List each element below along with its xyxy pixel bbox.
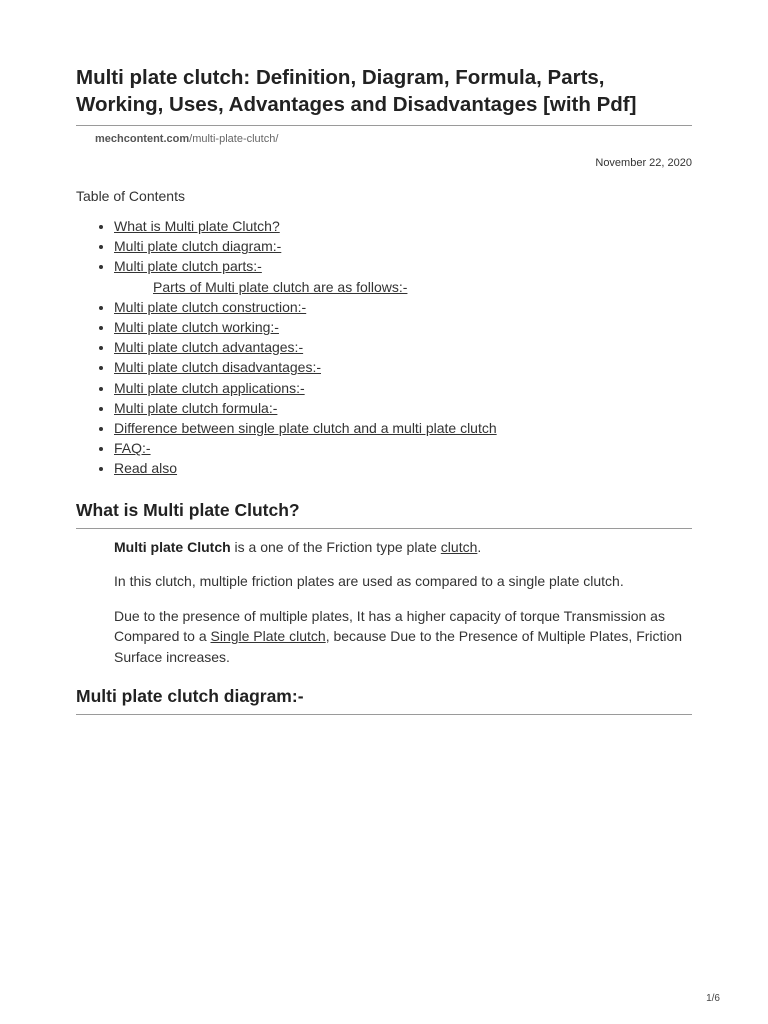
source-domain: mechcontent.com xyxy=(95,133,190,145)
toc-link-formula[interactable]: Multi plate clutch formula:- xyxy=(114,399,278,416)
toc-item xyxy=(114,357,692,377)
definition-end: . xyxy=(477,538,482,555)
section-heading-what-is: What is Multi plate Clutch? xyxy=(76,499,300,520)
toc-link-parts[interactable]: Multi plate clutch parts:- xyxy=(114,258,262,275)
page-title: Multi plate clutch: Definition, Diagram, Formula, Parts, Working, Uses, Advantages and Disadvantages [with Pdf] xyxy=(76,66,637,116)
toc-link-faq[interactable]: FAQ:- xyxy=(114,440,151,457)
toc-item xyxy=(114,216,692,236)
toc-item xyxy=(114,398,692,418)
toc-link-working[interactable]: Multi plate clutch working:- xyxy=(114,319,279,336)
capacity-paragraph xyxy=(114,606,692,668)
toc-link-what-is[interactable]: What is Multi plate Clutch? xyxy=(114,218,280,234)
definition-paragraph xyxy=(114,537,692,558)
source-path: /multi-plate-clutch/ xyxy=(189,133,279,145)
section-divider xyxy=(76,714,692,715)
capacity-text-end: , because Due to the Presence of Multiple Plates, Friction Surface increases. xyxy=(114,628,683,665)
table-of-contents xyxy=(76,216,692,479)
plates-paragraph: In this clutch, multiple friction plates are used as compared to a single plate clutch. xyxy=(114,573,624,590)
toc-item xyxy=(114,458,692,478)
toc-item xyxy=(114,337,692,357)
publish-date: November 22, 2020 xyxy=(595,157,692,169)
single-plate-clutch-link[interactable]: Single Plate clutch xyxy=(210,628,326,645)
toc-link-applications[interactable]: Multi plate clutch applications:- xyxy=(114,379,305,396)
source-url xyxy=(95,132,692,146)
toc-link-advantages[interactable]: Multi plate clutch advantages:- xyxy=(114,339,304,356)
capacity-text: Due to the presence of multiple plates, It has a higher capacity of torque Transmission as Compared to a xyxy=(114,607,665,645)
toc-link-difference[interactable]: Difference between single plate clutch and a multi plate clutch xyxy=(114,420,497,437)
term-bold: Multi plate Clutch xyxy=(114,538,231,555)
toc-link-diagram[interactable]: Multi plate clutch diagram:- xyxy=(114,238,282,255)
document-page xyxy=(76,64,692,715)
toc-item xyxy=(114,438,692,458)
section-divider xyxy=(76,528,692,529)
section-heading-diagram: Multi plate clutch diagram:- xyxy=(76,686,304,707)
toc-link-read-also[interactable]: Read also xyxy=(114,460,178,477)
toc-link-construction[interactable]: Multi plate clutch construction:- xyxy=(114,298,307,315)
toc-link-parts-list[interactable]: Parts of Multi plate clutch are as follows:- xyxy=(153,278,408,295)
toc-item xyxy=(114,297,692,317)
toc-item xyxy=(114,418,692,438)
toc-item xyxy=(114,317,692,337)
page-number: 1/6 xyxy=(706,993,720,1004)
toc-title: Table of Contents xyxy=(76,188,185,204)
toc-item xyxy=(114,256,692,296)
title-divider xyxy=(76,125,692,126)
toc-sublist xyxy=(114,277,692,297)
toc-item xyxy=(114,378,692,398)
clutch-link[interactable]: clutch xyxy=(440,538,478,555)
toc-item xyxy=(114,236,692,256)
definition-text: is a one of the Friction type plate xyxy=(230,538,441,555)
toc-subitem xyxy=(153,277,692,297)
toc-link-disadvantages[interactable]: Multi plate clutch disadvantages:- xyxy=(114,359,321,376)
